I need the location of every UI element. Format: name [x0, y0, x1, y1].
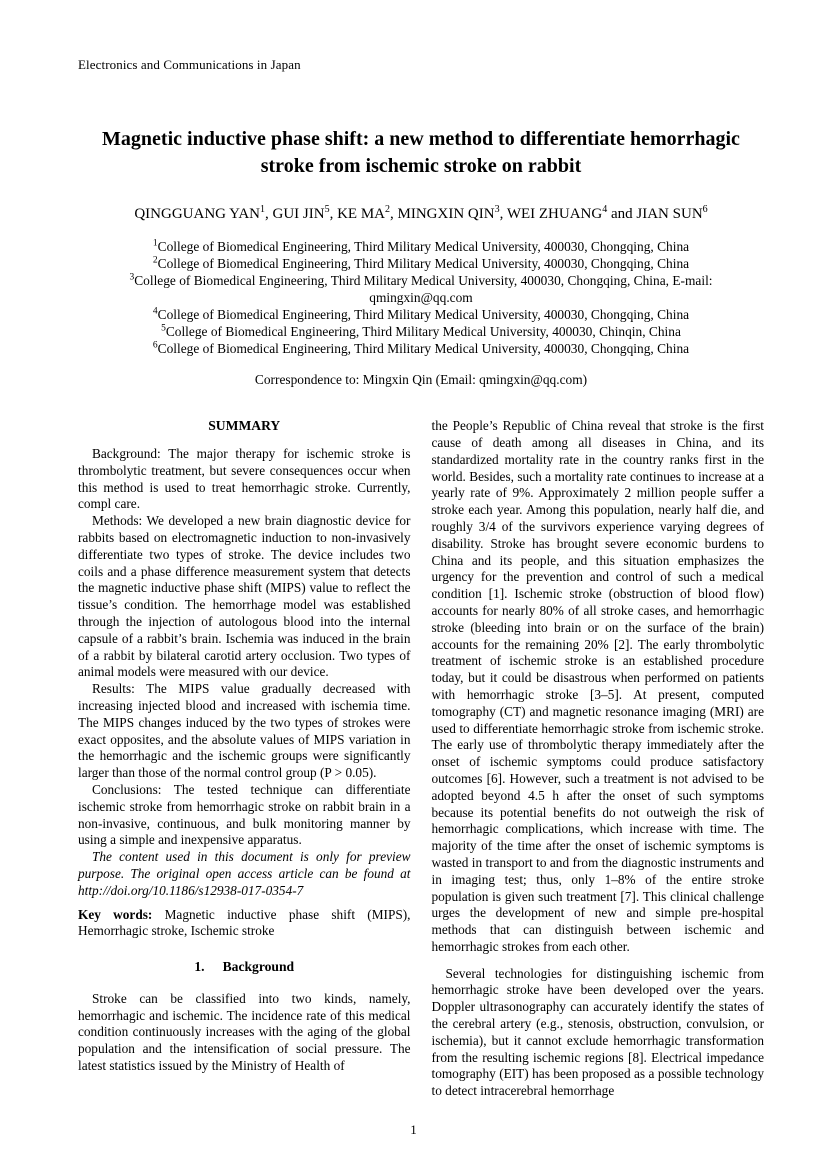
- author-separator: ,: [499, 206, 507, 223]
- author-separator: ,: [329, 206, 338, 223]
- keywords-text: Magnetic inductive phase shift (MIPS), Hemorrhagic stroke, Ischemic stroke: [78, 906, 411, 939]
- page-content: [78, 126, 764, 1100]
- author-affiliation-marker: 3: [494, 204, 500, 216]
- summary-background-paragraph: Background: The major therapy for ischemic stroke is thrombolytic treatment, but severe consequences occur when this method is used to treat hemorrhagic stroke. Currently, compl care.: [78, 445, 411, 512]
- author: WEI ZHUANG$^4$ and: [506, 204, 637, 223]
- author-list: [78, 206, 764, 223]
- preview-note-paragraph: The content used in this document is only for preview purpose. The original open access article can be found at http://doi.org/10.1186/s12938-017-0354-7: [78, 849, 411, 898]
- affiliation-text: College of Biomedical Engineering, Third Military Medical University, 400030, Chongqing, China: [157, 256, 690, 272]
- author: KE $MA^2$,: [337, 204, 398, 223]
- author-affiliation-marker: 5: [324, 204, 330, 216]
- affiliation-marker: 2: [152, 255, 158, 266]
- affiliation-text: College of Biomedical Engineering, Third Military Medical University, 400030, Chinqin, China: [165, 324, 681, 340]
- affiliation-2: [113, 255, 729, 272]
- author: MINGXIN QIN$^3$,: [397, 204, 507, 223]
- author-separator: ,: [265, 206, 273, 223]
- section-label: Background: [222, 959, 295, 975]
- summary-heading: SUMMARY: [208, 418, 281, 434]
- keywords-label: Key words:: [78, 906, 153, 922]
- author: JIAN SUN$^6$: [636, 204, 708, 223]
- background-paragraph-1: Stroke can be classified into two kinds, namely, hemorrhagic and ischemic. The incidence rate of this medical condition continuously increases with the aging of the global population and the intensification of social pressure. The latest statistics issued by the Ministry of Health of: [78, 990, 411, 1074]
- affiliation-marker: 1: [152, 238, 158, 249]
- two-column-body: [78, 418, 764, 1100]
- section-number: 1.: [194, 959, 205, 975]
- left-column: [78, 418, 411, 1100]
- affiliation-4: [113, 306, 729, 323]
- author-separator: and: [607, 206, 637, 223]
- correspondence-line: Correspondence to: Mingxin Qin (Email: qmingxin@qq.com): [254, 372, 588, 388]
- keywords-paragraph: [78, 907, 411, 941]
- author: QINGGUANG YAN$^1$,: [134, 204, 273, 223]
- summary-results-paragraph: Results: The MIPS value gradually decreased with increasing injected blood and increased with ischemia time. The MIPS changes induced by the two types of strokes were exact opposites, and the absolute values of MIPS variation in the hemorrhagic and the ischemic groups were significantly larger than those of the normal control group (P > 0.05).: [78, 681, 411, 781]
- affiliation-1: [113, 238, 729, 255]
- affiliation-marker: 4: [152, 306, 158, 317]
- affiliation-text: College of Biomedical Engineering, Third Military Medical University, 400030, Chongqing, China: [157, 307, 690, 323]
- author-affiliation-marker: 4: [602, 204, 608, 216]
- affiliation-6: [113, 340, 729, 357]
- author-affiliation-marker: 1: [260, 204, 266, 216]
- journal-header: Electronics and Communications in Japan: [78, 57, 301, 72]
- affiliation-marker: 3: [129, 272, 135, 283]
- summary-methods-paragraph: Methods: We developed a new brain diagnostic device for rabbits based on electromagnetic induction to non-invasively differentiate two types of stroke. The device includes two coils and a phase difference measurement system that detects the magnetic inductive phase shift (MIPS) value to reflect the tissue’s condition. The hemorrhage model was established through the injection of autologous blood into the internal capsule of a rabbit’s brain. Ischemia was induced in the brain of a rabbit by bilateral carotid artery occlusion. Two types of animal models were measured with our device.: [78, 513, 411, 680]
- author-affiliation-marker: 6: [702, 204, 708, 216]
- author-affiliation-marker: 2: [385, 204, 391, 216]
- summary-conclusions-paragraph: Conclusions: The tested technique can differentiate ischemic stroke from hemorrhagic stroke on rabbit brain in a non-invasive, continuous, and bulk monitoring manner by using a simple and inexpensive apparatus.: [78, 781, 411, 848]
- page-number: 1: [410, 1122, 417, 1137]
- affiliation-text: College of Biomedical Engineering, Third Military Medical University, 400030, Chongqing, China: [157, 341, 690, 357]
- affiliation-3: [113, 272, 729, 306]
- affiliation-5: [113, 323, 729, 340]
- body-paragraph-continuation: the People’s Republic of China reveal that stroke is the first cause of death among all diseases in China, and its standardized mortality rate in the country ranks first in the world. Besides, such a mortality rate continues to increase at a yearly rate of 9%. Approximately 2 million people suffer a stroke each year. Among this population, nearly half die, and roughly 3/4 of the survivors experience varying degrees of disability. Stroke has brought severe economic burdens to China and its people, and this situation emphasizes the urgency for the prevention and control of such a medical condition [1]. Ischemic stroke (obstruction of blood flow) accounts for nearly 80% of all stroke cases, and hemorrhagic stroke (bleeding into brain or on the surface of the brain) accounts for the remaining 20% [2]. The early thrombolytic treatment of ischemic stroke is an established procedure today, but it could be disastrous when performed on patients with hemorrhagic stroke [3–5]. At present, computed tomography (CT) and magnetic resonance imaging (MRI) are used to differentiate hemorrhagic stroke from ischemic stroke. The early use of thrombolytic therapy immediately after the onset of ischemic symptoms could produce satisfactory outcomes [6]. However, such a treatment is not advised to be adopted beyond 4.5 h after the onset of such symptoms because its potential benefits do not outweigh the risk of hemorrhagic complications, which increase with time. The majority of the time after the onset of ischemic symptoms is wasted in transport to and from the diagnostic instruments and in imaging test; thus, only 1–8% of the entire stroke population is given such treatment [7]. This clinical challenge urges the development of new and simple pre-hospital methods that can distinguish between ischemic and hemorrhagic strokes from each other.: [431, 418, 764, 954]
- body-paragraph-2: Several technologies for distinguishing ischemic from hemorrhagic stroke have been developed over the years. Doppler ultrasonography can accurately identify the states of the cerebral artery (e.g., stenosis, obstruction, convulsion, or ischemia), but it cannot exclude hemorrhagic transformation from the resulting ischemic regions [8]. Electrical impedance tomography (EIT) has been proposed as a possible technology to detect intracerebral hemorrhage: [431, 965, 764, 1099]
- author-separator: ,: [390, 206, 398, 223]
- affiliation-marker: 5: [161, 323, 166, 334]
- affiliation-text: College of Biomedical Engineering, Third Military Medical University, 400030, Chongqing, China: [157, 239, 690, 255]
- right-column: [432, 418, 765, 1100]
- paper-title: Magnetic inductive phase shift: a new method to differentiate hemorrhagic stroke from ischemic stroke on rabbit: [102, 128, 740, 177]
- section-heading-background: [78, 959, 411, 976]
- affiliation-text: College of Biomedical Engineering, Third Military Medical University, 400030, Chongqing, China, E-mail: qmingxin@qq.com: [134, 273, 713, 306]
- affiliation-list: [113, 238, 729, 357]
- affiliation-marker: 6: [152, 340, 158, 351]
- author: GUI JIN$^5$,: [272, 204, 338, 223]
